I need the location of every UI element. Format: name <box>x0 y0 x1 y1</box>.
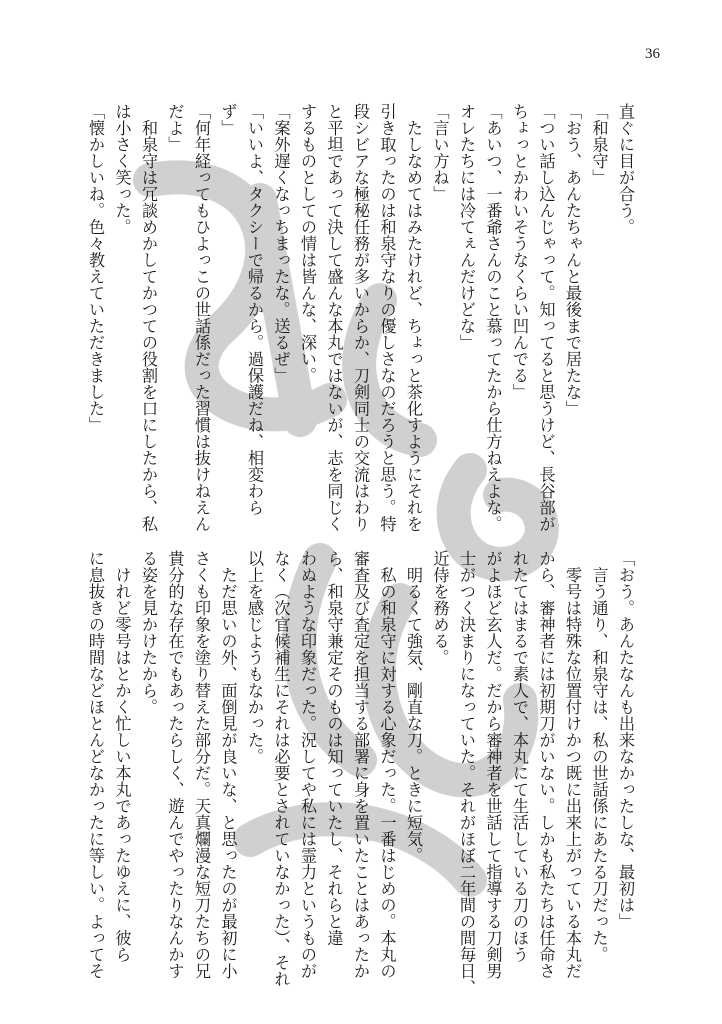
text-line: 士がつく決まりになっていた。それがほぼ二年間の間毎日、 <box>457 550 476 996</box>
text-block-lower <box>82 550 639 996</box>
text-line: 「案外遅くなっちまったな。送るぜ」 <box>271 103 291 384</box>
text-line: 「おう。あんたなんも出来なかったしな、最初は」 <box>616 550 635 930</box>
text-line: 引き取ったのは和泉守なりの優しさなのだろうと思う。特 <box>377 103 397 532</box>
text-line: なく（次官候補生にそれは必要とされていなかった）、それ <box>271 550 291 988</box>
text-line: 「おう、あんたちゃんと最後まで居たな」 <box>563 103 582 417</box>
text-line: 「何年経ってもひよっこの世話係だった習慣は抜けねえん <box>192 103 211 532</box>
text-line: オレたちには冷てぇんだけどな」 <box>457 103 476 351</box>
text-block-upper <box>82 103 639 532</box>
text-line: ず」 <box>218 103 238 136</box>
text-line: 「言い方ね」 <box>430 103 450 202</box>
text-line: 「つい話し込んじゃって。知ってると思うけど、長谷部が <box>536 103 556 532</box>
text-line: 「いいよ、タクシーで帰るから。過保護だね、相変わら <box>245 103 264 516</box>
page-number: 36 <box>645 46 660 62</box>
text-line: 貴分的な存在でもあったらしく、遊んでやったりなんかす <box>165 550 185 979</box>
text-line: 「あいつ、一番爺さんのこと慕ってたから仕方ねえよな。 <box>483 103 503 532</box>
text-line: わぬような印象だった。況してや私には霊力というものが <box>298 550 317 979</box>
text-line: するものとしての情は皆んな、深い。 <box>298 103 317 384</box>
text-line: と平坦であって決して盛んな本丸ではないが、志を同じく <box>324 103 344 532</box>
text-line: 私の和泉守に対する心象だった。一番はじめの。本丸の <box>377 550 397 979</box>
text-line: 「和泉守」 <box>589 103 609 186</box>
text-line: がよほど玄人だ。だから審神者を世話して指導する刀剣男 <box>483 550 503 979</box>
text-line: たしなめてはみたけれど、ちょっと茶化すようにそれを <box>404 103 423 532</box>
text-line: けれど零号はとかく忙しい本丸であったゆえに、彼ら <box>112 550 132 963</box>
text-line: に息抜きの時間などほとんどなかったに等しい。よってそ <box>86 550 105 979</box>
text-line: 審査及び査定を担当する部署に身を置いたことはあったか <box>351 550 370 979</box>
text-line: 「懐かしいね。色々教えていただきました」 <box>86 103 105 433</box>
text-line: 段シビアな極秘任務が多いからか、刀剣同士の交流はわり <box>351 103 370 532</box>
text-line: 直ぐに目が合う。 <box>616 103 635 235</box>
text-line: 以上を感じようもなかった。 <box>245 550 264 765</box>
text-line: る姿を見かけたから。 <box>139 550 158 715</box>
text-line: から、審神者には初期刀がいない。しかも私たちは任命さ <box>536 550 556 979</box>
text-line: れたてはまるで素人で、本丸にて生活している刀のほう <box>510 550 529 963</box>
text-line: さくも印象を塗り替えた部分だ。天真爛漫な短刀たちの兄 <box>192 550 211 979</box>
text-line: 近侍を務める。 <box>430 550 450 666</box>
text-line: 和泉守は冗談めかしてかつての役割を口にしたから、私 <box>139 103 158 532</box>
text-line: は小さく笑った。 <box>112 103 132 235</box>
text-line: ちょっとかわいそうなくらい凹んでる」 <box>510 103 529 400</box>
text-line: ただ思いの外、面倒見が良いな、と思ったのが最初に小 <box>218 550 238 979</box>
text-line: 零号は特殊な位置付けかつ既に出来上がっている本丸だ <box>563 550 582 979</box>
text-line: ら、和泉守兼定そのものは知っていたし、それらと違 <box>324 550 344 946</box>
text-line: 言う通り、和泉守は、私の世話係にあたる刀だった。 <box>589 550 609 963</box>
text-line: 明るくて強気、剛直な刀。ときに短気。 <box>404 550 423 864</box>
text-line: だよ」 <box>165 103 185 153</box>
